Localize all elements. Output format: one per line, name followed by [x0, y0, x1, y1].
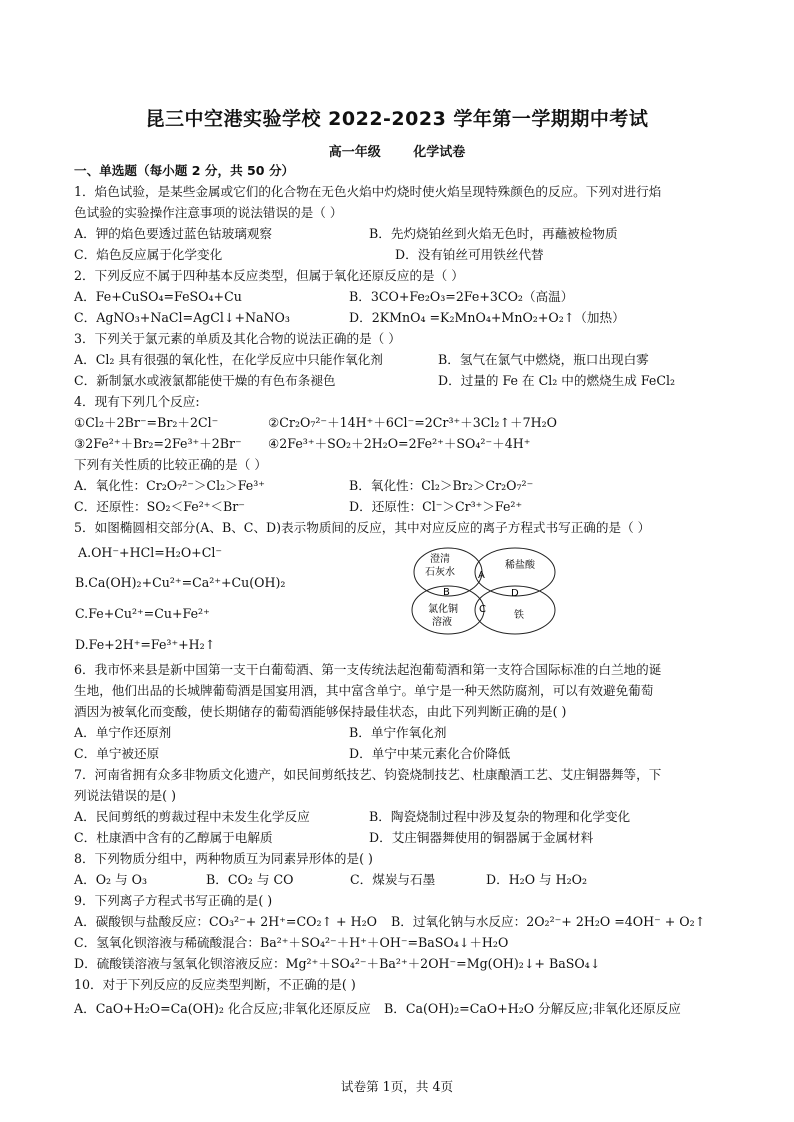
- q9-stem: 9．下列离子方程式书写正确的是( ): [74, 893, 273, 908]
- q3-option-d: D．过量的 Fe 在 Cl₂ 中的燃烧生成 FeCl₂: [438, 373, 676, 388]
- q6-option-b: B．单宁作氧化剂: [349, 725, 447, 740]
- q10-option-a: A．CaO+H₂O=Ca(OH)₂ 化合反应;非氧化还原反应: [74, 1001, 371, 1016]
- q6-stem-line2: 生地，他们出品的长城牌葡萄酒是国宴用酒，其中富含单宁。单宁是一种天然防腐剂，可以有效避免葡萄: [74, 683, 654, 698]
- q7-option-a: A．民间剪纸的剪裁过程中未发生化学反应: [74, 809, 310, 824]
- q10-option-row1: [74, 1001, 681, 1017]
- q1-stem-line2: 色试验的实验操作注意事项的说法错误的是（ ）: [74, 205, 343, 220]
- q8-option-b: B．CO₂ 与 CO: [206, 872, 294, 887]
- q4-option-row2: [74, 499, 523, 515]
- exam-subtitle: [0, 141, 794, 160]
- q7-option-row2: [74, 830, 594, 846]
- q5-option-a: A.OH⁻+HCl=H₂O+Cl⁻: [78, 545, 223, 560]
- q6-stem-line1: 6．我市怀来县是新中国第一支干白葡萄酒、第一支传统法起泡葡萄酒和第一支符合国际标准的白兰地的诞: [74, 662, 662, 677]
- q4-reaction-2: ②Cr₂O₇²⁻＋14H⁺＋6Cl⁻=2Cr³⁺＋3Cl₂↑＋7H₂O: [268, 415, 557, 430]
- venn-label-limewater2: 石灰水: [425, 567, 455, 578]
- q6-option-a: A．单宁作还原剂: [74, 725, 172, 740]
- q4-reaction-row2: [74, 436, 531, 452]
- venn-label-fe: 铁: [514, 610, 524, 621]
- q1-option-c: C．焰色反应属于化学变化: [74, 247, 223, 262]
- q5-stem: 5．如图椭圆相交部分(A、B、C、D)表示物质间的反应，其中对应反应的离子方程式书写正确的是（ ）: [74, 520, 651, 535]
- q8-option-row: [74, 872, 588, 888]
- q4-option-row1: [74, 478, 534, 494]
- q1-stem-line1: 1．焰色试验，是某些金属或它们的化合物在无色火焰中灼烧时使火焰呈现特殊颜色的反应。下列对进行焰: [74, 184, 662, 199]
- q9-option-row1: [74, 914, 706, 930]
- q2-option-row1: [74, 289, 574, 305]
- q4-reaction-1: ①Cl₂＋2Br⁻=Br₂＋2Cl⁻: [74, 415, 219, 430]
- q8-stem: 8．下列物质分组中，两种物质互为同素异形体的是( ): [74, 851, 373, 866]
- q5-option-d: D.Fe+2H⁺=Fe³⁺+H₂↑: [75, 637, 216, 652]
- exam-title: 昆三中空港实验学校 2022-2023 学年第一学期期中考试: [145, 108, 649, 130]
- q2-option-d: D．2KMnO₄ =K₂MnO₄+MnO₂+O₂↑（加热）: [349, 310, 625, 325]
- q6-option-d: D．单宁中某元素化合价降低: [349, 746, 511, 761]
- q3-option-row1: [74, 352, 649, 368]
- subject-label: 化学试卷: [413, 145, 466, 160]
- venn-label-cucl1: 氯化铜: [428, 604, 458, 615]
- venn-diagram: [410, 540, 560, 640]
- q2-stem: 2．下列反应不属于四种基本反应类型，但属于氧化还原反应的是（ ）: [74, 268, 464, 283]
- grade-label: 高一年级: [328, 145, 381, 160]
- q10-option-b: B．Ca(OH)₂=CaO+H₂O 分解反应;非氧化还原反应: [384, 1001, 681, 1016]
- q1-option-b: B．先灼烧铂丝到火焰无色时，再蘸被检物质: [369, 226, 618, 241]
- venn-label-hcl: 稀盐酸: [505, 560, 535, 571]
- q6-option-row2: [74, 746, 511, 762]
- q1-option-d: D．没有铂丝可用铁丝代替: [395, 247, 544, 262]
- q7-option-c: C．杜康酒中含有的乙醇属于电解质: [74, 830, 273, 845]
- q8-option-d: D．H₂O 与 H₂O₂: [486, 872, 588, 887]
- section-heading: 一、单选题（每小题 2 分，共 50 分）: [74, 163, 295, 178]
- venn-region-a: A: [478, 570, 485, 581]
- q7-stem-line1: 7．河南省拥有众多非物质文化遗产，如民间剪纸技艺、钧瓷烧制技艺、杜康酿酒工艺、艾庄铜器舞等，下: [74, 767, 662, 782]
- q4-reaction-row1: [74, 415, 557, 431]
- q6-option-row1: [74, 725, 447, 741]
- q9-option-c: C．氢氧化钡溶液与稀硫酸混合：Ba²⁺＋SO₄²⁻＋H⁺＋OH⁻=BaSO₄↓＋H₂O: [74, 935, 509, 950]
- q3-option-c: C．新制氯水或液氯都能使干燥的有色布条褪色: [74, 373, 336, 388]
- q8-option-c: C．煤炭与石墨: [350, 872, 436, 887]
- q9-option-d: D．硫酸镁溶液与氢氧化钡溶液反应：Mg²⁺＋SO₄²⁻＋Ba²⁺＋2OH⁻=Mg(OH)₂↓+ BaSO₄↓: [74, 956, 601, 971]
- q4-option-b: B．氧化性：Cl₂＞Br₂＞Cr₂O₇²⁻: [349, 478, 534, 493]
- q1-option-row1: [74, 226, 618, 242]
- q2-option-a: A．Fe+CuSO₄=FeSO₄+Cu: [74, 289, 242, 304]
- q6-stem-line3: 酒因为被氧化而变酸，使长期储存的葡萄酒能够保持最佳状态，由此下列判断正确的是( ): [74, 704, 567, 719]
- q3-option-row2: [74, 373, 676, 389]
- q7-option-row1: [74, 809, 631, 825]
- q2-option-c: C．AgNO₃+NaCl=AgCl↓+NaNO₃: [74, 310, 290, 325]
- q6-option-c: C．单宁被还原: [74, 746, 160, 761]
- venn-region-b: B: [443, 587, 450, 598]
- q4-stem: 4．现有下列几个反应:: [74, 394, 200, 409]
- page-footer: 试卷第 1页，共 4页: [340, 1079, 454, 1094]
- q2-option-b: B．3CO+Fe₂O₃=2Fe+3CO₂（高温）: [349, 289, 574, 304]
- q10-stem: 10．对于下列反应的反应类型判断，不正确的是( ): [74, 977, 356, 992]
- q5-option-b: B.Ca(OH)₂+Cu²⁺=Ca²⁺+Cu(OH)₂: [75, 575, 286, 590]
- venn-region-c: C: [479, 604, 486, 615]
- q7-stem-line2: 列说法错误的是( ): [74, 788, 176, 803]
- q1-option-row2: [74, 247, 544, 263]
- venn-label-cucl2: 溶液: [432, 617, 452, 628]
- q3-stem: 3．下列关于氯元素的单质及其化合物的说法正确的是（ ）: [74, 331, 401, 346]
- q4-reaction-3: ③2Fe²⁺＋Br₂=2Fe³⁺＋2Br⁻: [74, 436, 242, 451]
- q3-option-a: A．Cl₂ 具有很强的氧化性，在化学反应中只能作氧化剂: [74, 352, 383, 367]
- q9-option-b: B．过氧化钠与水反应：2O₂²⁻+ 2H₂O =4OH⁻ + O₂↑: [391, 914, 706, 929]
- venn-label-limewater1: 澄清: [430, 554, 450, 565]
- q4-stem2: 下列有关性质的比较正确的是（ ）: [74, 457, 267, 472]
- q4-option-c: C．还原性：SO₂＜Fe²⁺＜Br⁻: [74, 499, 245, 514]
- q8-option-a: A．O₂ 与 O₃: [74, 872, 148, 887]
- q7-option-b: B．陶瓷烧制过程中涉及复杂的物理和化学变化: [369, 809, 631, 824]
- venn-region-d: D: [511, 588, 519, 599]
- q2-option-row2: [74, 310, 625, 326]
- q4-option-a: A．氧化性：Cr₂O₇²⁻＞Cl₂＞Fe³⁺: [74, 478, 265, 493]
- q4-reaction-4: ④2Fe³⁺＋SO₂＋2H₂O=2Fe²⁺＋SO₄²⁻＋4H⁺: [268, 436, 531, 451]
- q1-option-a: A．钾的焰色要透过蓝色钴玻璃观察: [74, 226, 273, 241]
- q5-option-c: C.Fe+Cu²⁺=Cu+Fe²⁺: [75, 606, 210, 621]
- q3-option-b: B．氢气在氯气中燃烧，瓶口出现白雾: [438, 352, 649, 367]
- q7-option-d: D．艾庄铜器舞使用的铜器属于金属材料: [369, 830, 594, 845]
- q9-option-a: A．碳酸钡与盐酸反应：CO₃²⁻+ 2H⁺=CO₂↑ + H₂O: [74, 914, 377, 929]
- q4-option-d: D．还原性：Cl⁻＞Cr³⁺＞Fe²⁺: [349, 499, 523, 514]
